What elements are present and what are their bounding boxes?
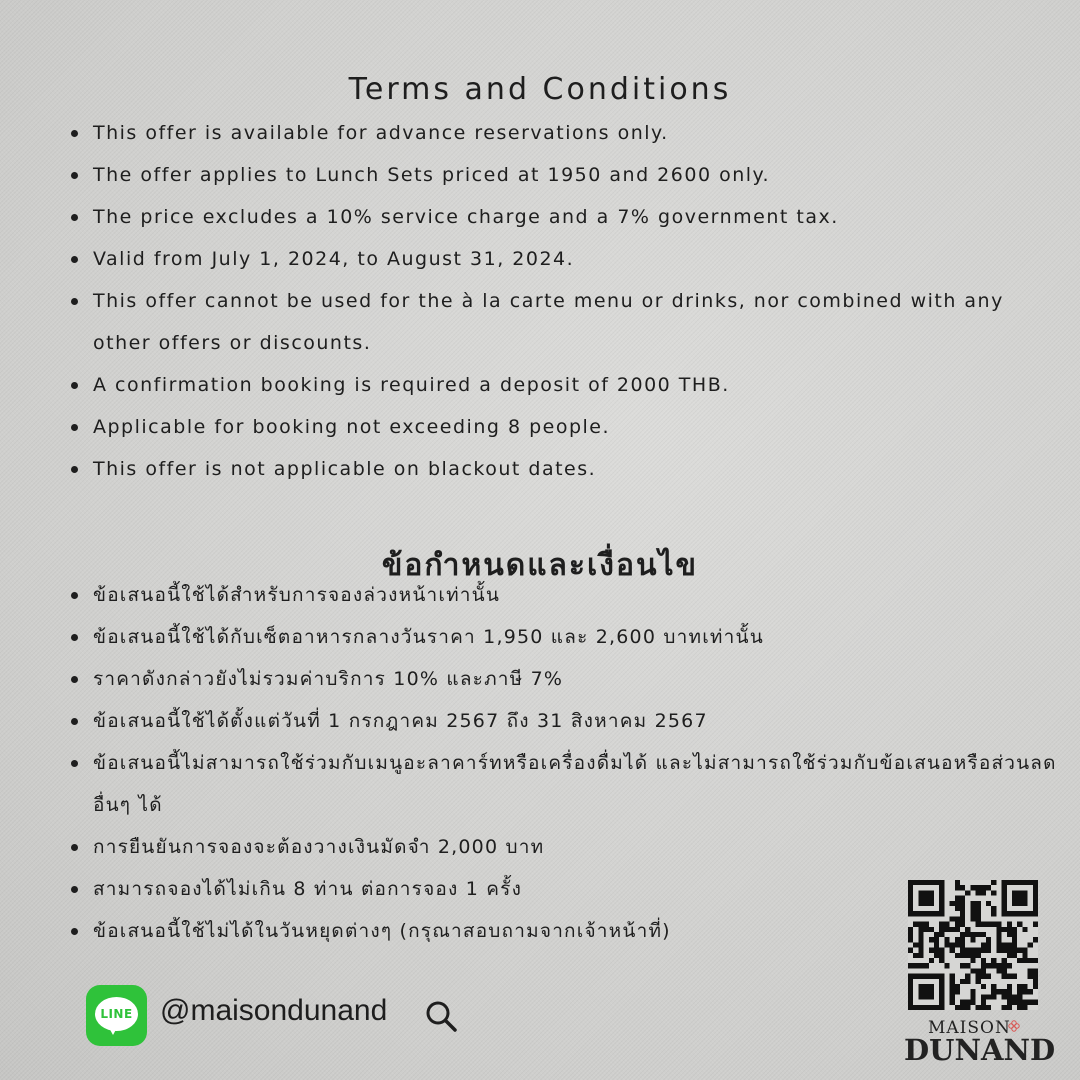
- line-label: LINE: [100, 1007, 133, 1021]
- list-item: The offer applies to Lunch Sets priced at 1950 and 2600 only.: [70, 154, 1060, 196]
- list-item: การยืนยันการจองจะต้องวางเงินมัดจำ 2,000 บาท: [70, 826, 1060, 868]
- list-item: A confirmation booking is required a deposit of 2000 THB.: [70, 364, 1060, 406]
- flower-icon: [1008, 1020, 1020, 1032]
- list-item: Applicable for booking not exceeding 8 people.: [70, 406, 1060, 448]
- brand-logo-main: DUNAND: [904, 1033, 1056, 1067]
- list-item: This offer is not applicable on blackout dates.: [70, 448, 1060, 490]
- qr-code-icon: [908, 880, 1038, 1010]
- list-item: Valid from July 1, 2024, to August 31, 2024.: [70, 238, 1060, 280]
- brand-logo-top: MAISON: [928, 1018, 1011, 1038]
- list-item: ข้อเสนอนี้ใช้ไม่ได้ในวันหยุดต่างๆ (กรุณาสอบถามจากเจ้าหน้าที่): [70, 910, 1060, 952]
- line-app-icon[interactable]: [86, 985, 147, 1046]
- list-item: ข้อเสนอนี้ใช้ได้ตั้งแต่วันที่ 1 กรกฎาคม 2567 ถึง 31 สิงหาคม 2567: [70, 700, 1060, 742]
- list-item: The price excludes a 10% service charge and a 7% government tax.: [70, 196, 1060, 238]
- list-item: สามารถจองได้ไม่เกิน 8 ท่าน ต่อการจอง 1 ครั้ง: [70, 868, 1060, 910]
- list-item: This offer cannot be used for the à la carte menu or drinks, nor combined with any other offers or discounts.: [70, 280, 1060, 364]
- list-item: ข้อเสนอนี้ใช้ได้กับเซ็ตอาหารกลางวันราคา 1,950 และ 2,600 บาทเท่านั้น: [70, 616, 1060, 658]
- line-handle[interactable]: @maisondunand: [160, 994, 388, 1027]
- list-item: ข้อเสนอนี้ไม่สามารถใช้ร่วมกับเมนูอะลาคาร์ทหรือเครื่องดื่มได้ และไม่สามารถใช้ร่วมกับข้อเสนอหรือส่วนลดอื่นๆ ได้: [70, 742, 1060, 826]
- list-item: ราคาดังกล่าวยังไม่รวมค่าบริการ 10% และภาษี 7%: [70, 658, 1060, 700]
- list-item: This offer is available for advance reservations only.: [70, 112, 1060, 154]
- terms-list-en: [70, 112, 1060, 490]
- terms-title-th: ข้อกำหนดและเงื่อนไข: [381, 547, 699, 583]
- brand-logo: [898, 1016, 1054, 1070]
- list-item: ข้อเสนอนี้ใช้ได้สำหรับการจองล่วงหน้าเท่านั้น: [70, 574, 1060, 616]
- search-icon[interactable]: [424, 999, 458, 1033]
- terms-title-en: Terms and Conditions: [348, 72, 732, 108]
- line-bubble-tail: [108, 1026, 118, 1035]
